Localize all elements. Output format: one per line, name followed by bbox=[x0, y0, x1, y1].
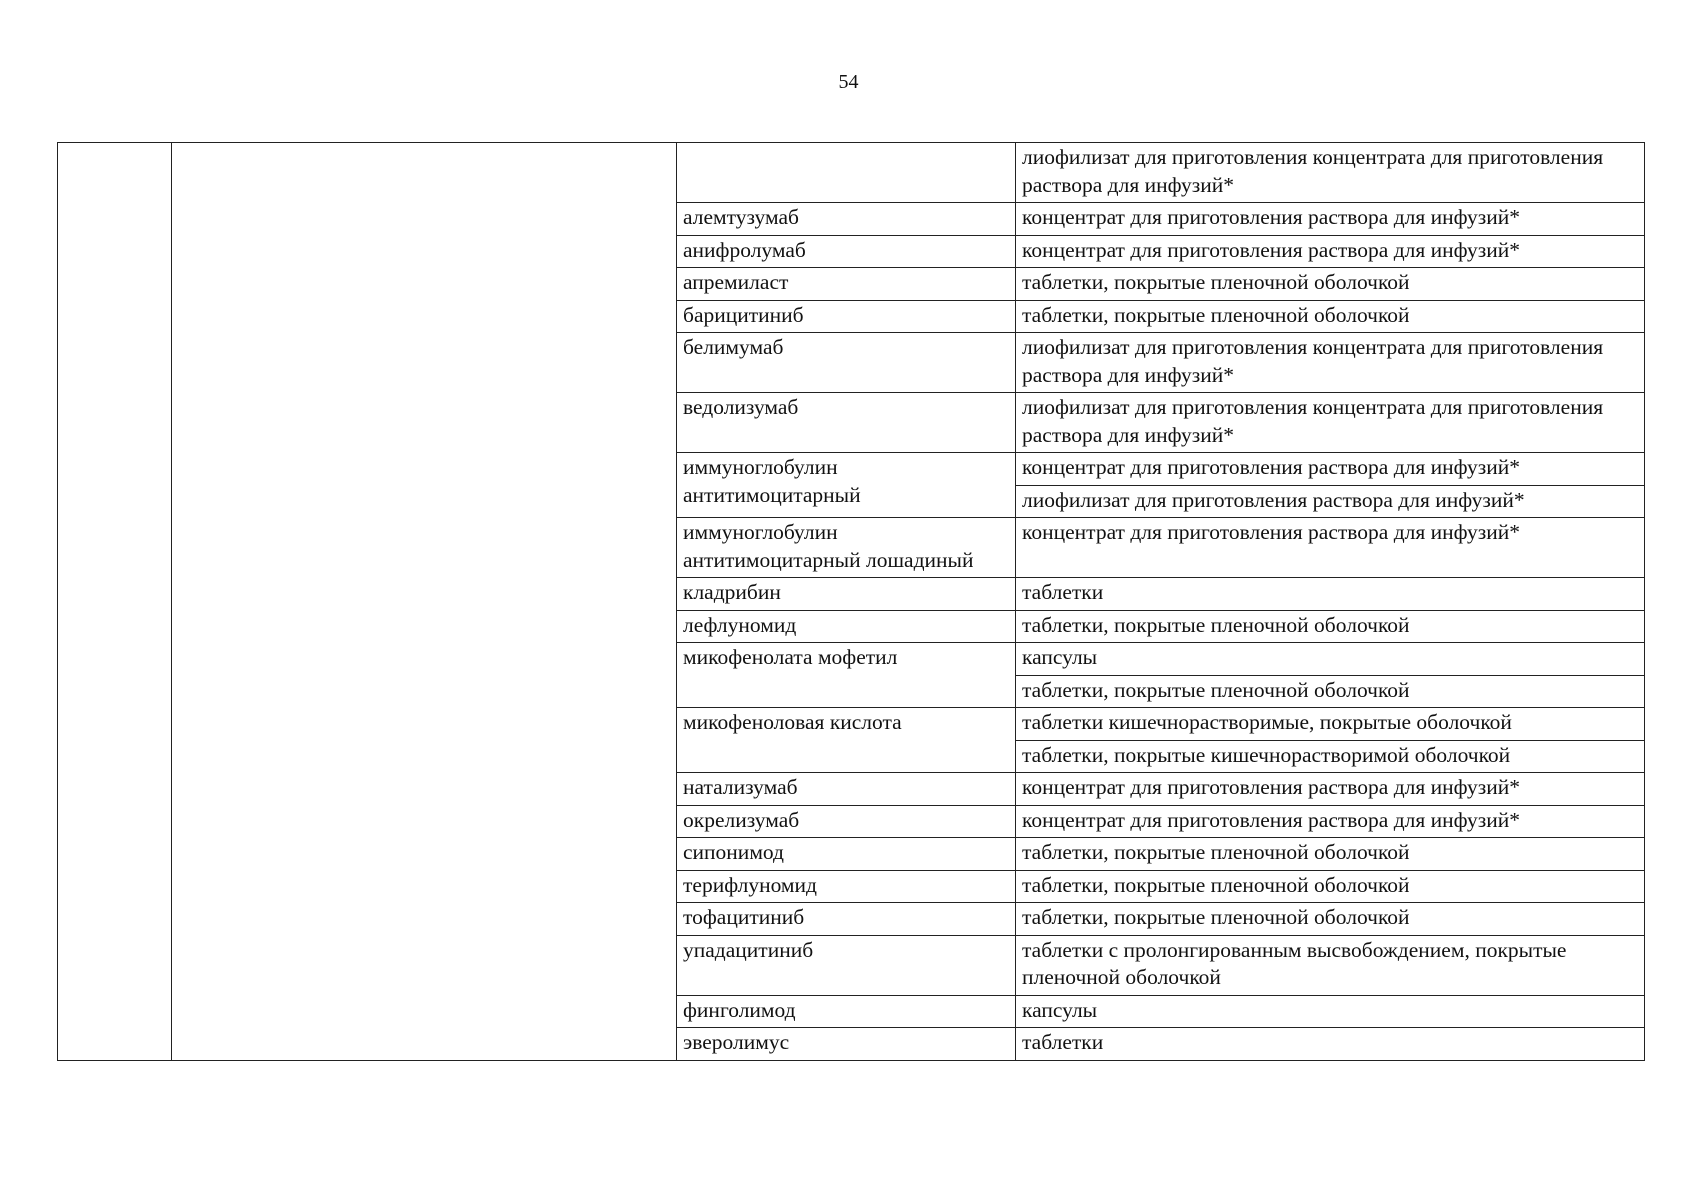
dosage-form-cell: концентрат для приготовления раствора для инфузий* bbox=[1016, 235, 1645, 268]
drug-name-cell: барицитиниб bbox=[677, 300, 1016, 333]
dosage-form-cell: таблетки, покрытые пленочной оболочкой bbox=[1016, 838, 1645, 871]
dosage-form-cell: лиофилизат для приготовления раствора для инфузий* bbox=[1016, 485, 1645, 518]
dosage-form-cell: капсулы bbox=[1016, 995, 1645, 1028]
drug-name-cell: алемтузумаб bbox=[677, 203, 1016, 236]
drug-name-cell bbox=[677, 143, 1016, 203]
atc-code-cell bbox=[58, 143, 172, 1061]
dosage-form-cell: таблетки, покрытые пленочной оболочкой bbox=[1016, 300, 1645, 333]
dosage-form-cell: лиофилизат для приготовления концентрата для приготовления раствора для инфузий* bbox=[1016, 333, 1645, 393]
anatomical-group-cell bbox=[172, 143, 677, 1061]
drug-table bbox=[57, 142, 1645, 1061]
dosage-form-cell: концентрат для приготовления раствора для инфузий* bbox=[1016, 518, 1645, 578]
dosage-form-cell: таблетки, покрытые пленочной оболочкой bbox=[1016, 903, 1645, 936]
drug-name-cell: сипонимод bbox=[677, 838, 1016, 871]
page-number: 54 bbox=[838, 71, 859, 93]
drug-name-cell: апремиласт bbox=[677, 268, 1016, 301]
dosage-form-cell: концентрат для приготовления раствора для инфузий* bbox=[1016, 773, 1645, 806]
dosage-form-cell: концентрат для приготовления раствора для инфузий* bbox=[1016, 203, 1645, 236]
drug-name-cell: белимумаб bbox=[677, 333, 1016, 393]
dosage-form-cell: таблетки, покрытые пленочной оболочкой bbox=[1016, 268, 1645, 301]
dosage-form-cell: таблетки bbox=[1016, 1028, 1645, 1061]
dosage-form-cell: лиофилизат для приготовления концентрата для приготовления раствора для инфузий* bbox=[1016, 393, 1645, 453]
drug-name-cell: микофеноловая кислота bbox=[677, 708, 1016, 773]
dosage-form-cell: таблетки, покрытые пленочной оболочкой bbox=[1016, 610, 1645, 643]
dosage-form-cell: лиофилизат для приготовления концентрата для приготовления раствора для инфузий* bbox=[1016, 143, 1645, 203]
drug-table-body bbox=[58, 143, 1645, 1061]
dosage-form-cell: таблетки, покрытые пленочной оболочкой bbox=[1016, 870, 1645, 903]
dosage-form-cell: таблетки bbox=[1016, 578, 1645, 611]
dosage-form-cell: таблетки кишечнорастворимые, покрытые оболочкой bbox=[1016, 708, 1645, 741]
dosage-form-cell: концентрат для приготовления раствора для инфузий* bbox=[1016, 805, 1645, 838]
drug-name-cell: микофенолата мофетил bbox=[677, 643, 1016, 708]
dosage-form-cell: таблетки, покрытые кишечнорастворимой оболочкой bbox=[1016, 740, 1645, 773]
drug-name-cell: эверолимус bbox=[677, 1028, 1016, 1061]
drug-name-cell: кладрибин bbox=[677, 578, 1016, 611]
drug-name-cell: финголимод bbox=[677, 995, 1016, 1028]
drug-name-cell: терифлуномид bbox=[677, 870, 1016, 903]
dosage-form-cell: таблетки, покрытые пленочной оболочкой bbox=[1016, 675, 1645, 708]
table-row bbox=[58, 143, 1645, 203]
dosage-form-cell: капсулы bbox=[1016, 643, 1645, 676]
drug-name-cell: упадацитиниб bbox=[677, 935, 1016, 995]
drug-name-cell: иммуноглобулин антитимоцитарный bbox=[677, 453, 1016, 518]
drug-name-cell: иммуноглобулин антитимоцитарный лошадиный bbox=[677, 518, 1016, 578]
dosage-form-cell: таблетки с пролонгированным высвобождением, покрытые пленочной оболочкой bbox=[1016, 935, 1645, 995]
drug-name-cell: натализумаб bbox=[677, 773, 1016, 806]
drug-name-cell: лефлуномид bbox=[677, 610, 1016, 643]
drug-name-cell: окрелизумаб bbox=[677, 805, 1016, 838]
drug-name-cell: анифролумаб bbox=[677, 235, 1016, 268]
dosage-form-cell: концентрат для приготовления раствора для инфузий* bbox=[1016, 453, 1645, 486]
drug-name-cell: тофацитиниб bbox=[677, 903, 1016, 936]
drug-name-cell: ведолизумаб bbox=[677, 393, 1016, 453]
